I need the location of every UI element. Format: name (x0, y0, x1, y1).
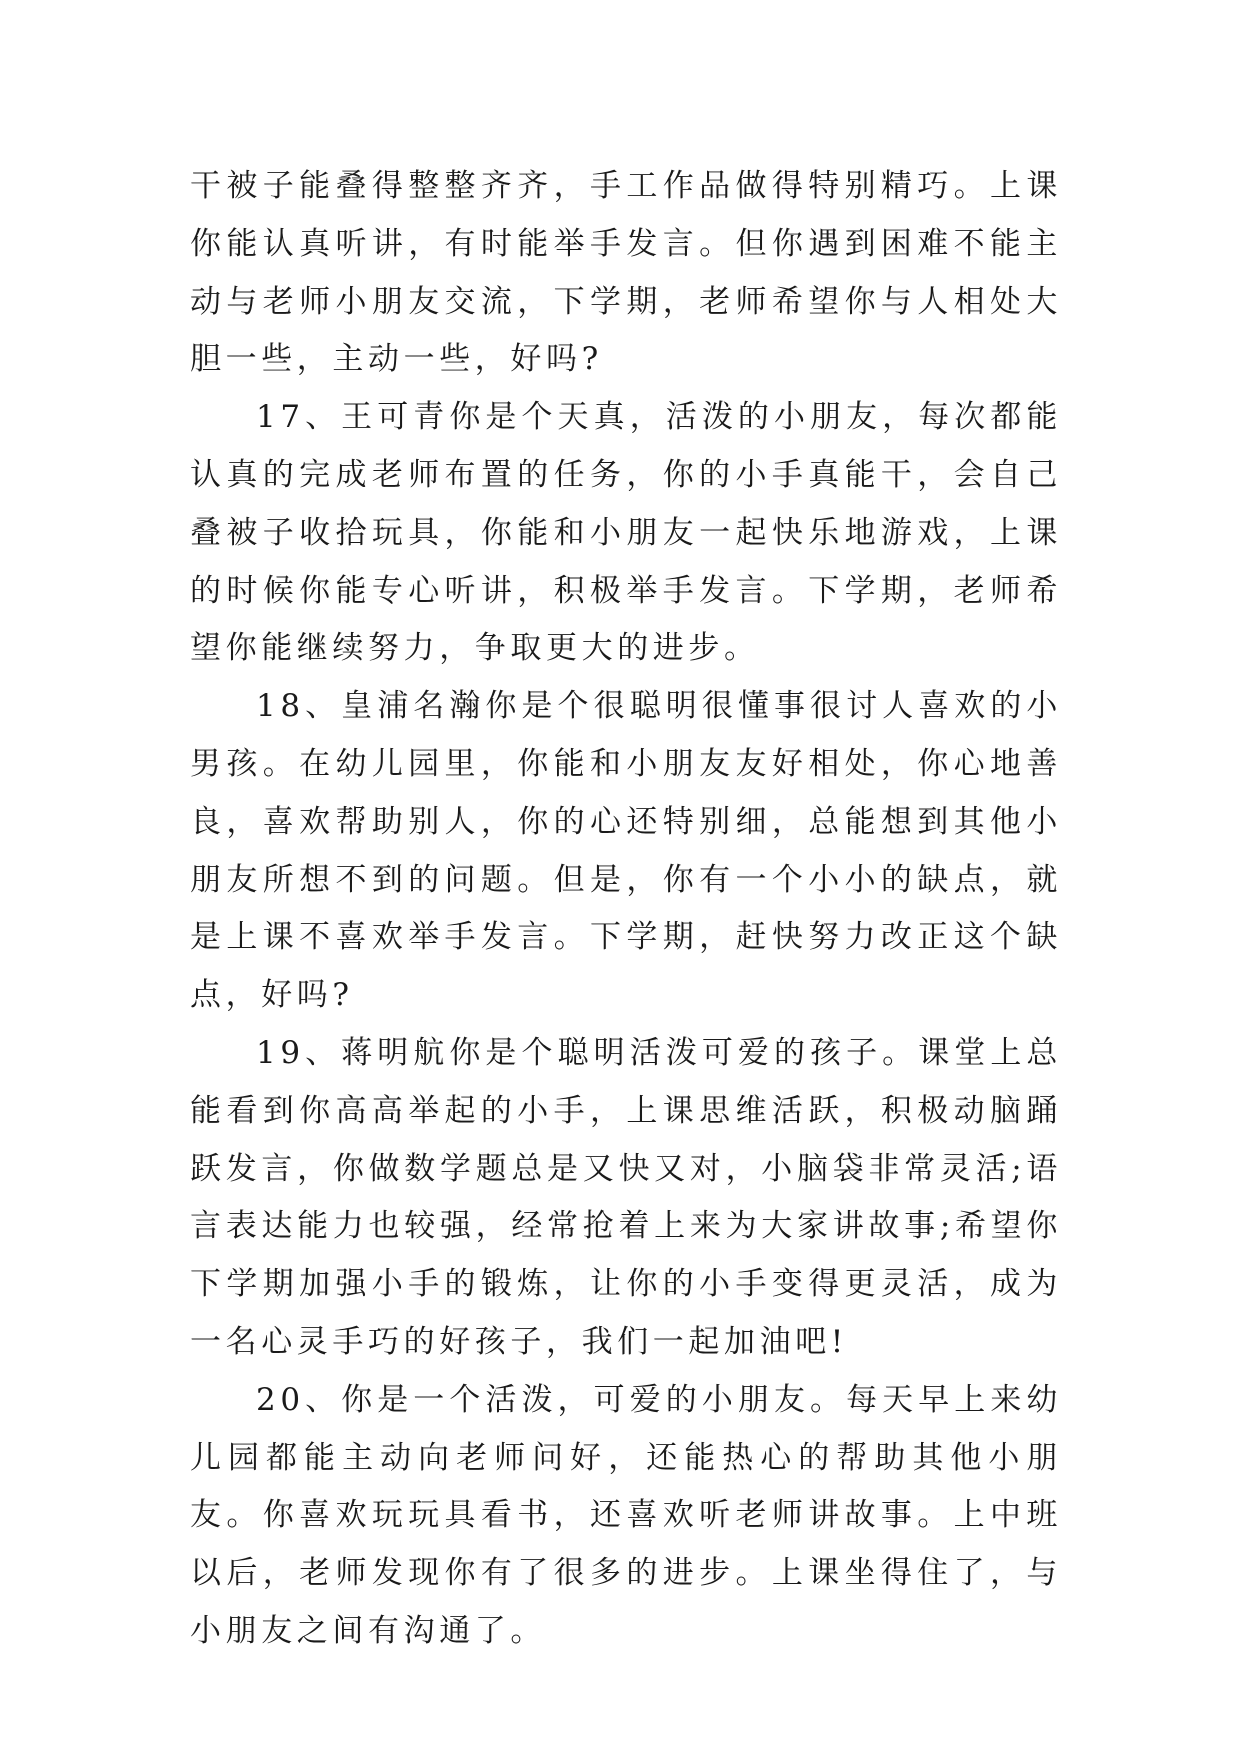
paragraph-20: 20、你是一个活泼，可爱的小朋友。每天早上来幼儿园都能主动向老师问好，还能热心的帮助其他小朋友。你喜欢玩玩具看书，还喜欢听老师讲故事。上中班以后，老师发现你有了很多的进步。上课坐得住了，与小朋友之间有沟通了。 (190, 1381, 1062, 1649)
paragraph-continuation: 干被子能叠得整整齐齐，手工作品做得特别精巧。上课你能认真听讲，有时能举手发言。但你遇到困难不能主动与老师小朋友交流，下学期，老师希望你与人相处大胆一些，主动一些，好吗? (190, 168, 1062, 378)
document-body (190, 158, 1062, 1661)
paragraph-18: 18、皇浦名瀚你是个很聪明很懂事很讨人喜欢的小男孩。在幼儿园里，你能和小朋友友好相处，你心地善良，喜欢帮助别人，你的心还特别细，总能想到其他小朋友所想不到的问题。但是，你有一个小小的缺点，就是上课不喜欢举手发言。下学期，赶快努力改正这个缺点，好吗? (190, 688, 1062, 1014)
paragraph-17: 17、王可青你是个天真，活泼的小朋友，每次都能认真的完成老师布置的任务，你的小手真能干，会自己叠被子收拾玩具，你能和小朋友一起快乐地游戏，上课的时候你能专心听讲，积极举手发言。下学期，老师希望你能继续努力，争取更大的进步。 (190, 399, 1062, 667)
paragraph-19: 19、蒋明航你是个聪明活泼可爱的孩子。课堂上总能看到你高高举起的小手，上课思维活跃，积极动脑踊跃发言，你做数学题总是又快又对，小脑袋非常灵活;语言表达能力也较强，经常抢着上来为大家讲故事;希望你下学期加强小手的锻炼，让你的小手变得更灵活，成为一名心灵手巧的好孩子，我们一起加油吧! (190, 1034, 1062, 1360)
